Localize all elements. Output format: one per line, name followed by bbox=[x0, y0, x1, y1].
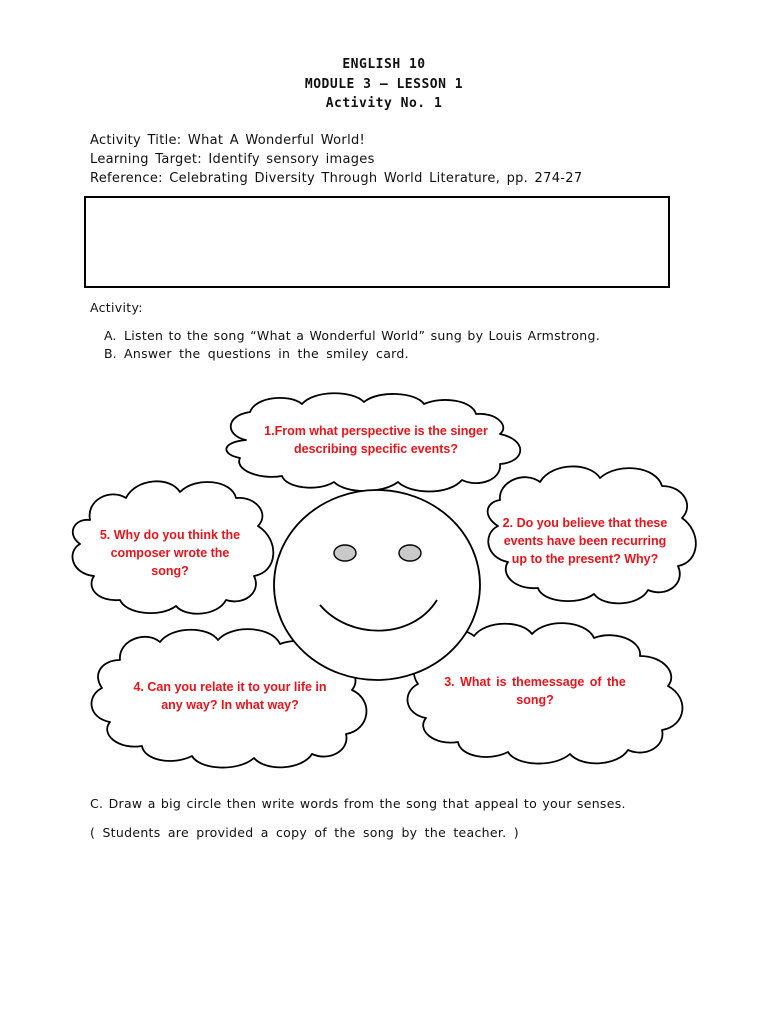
item-a-letter: A. bbox=[104, 328, 117, 343]
face-circle bbox=[274, 490, 480, 680]
question-5: 5. Why do you think the composer wrote the song? bbox=[99, 528, 241, 578]
question-2: 2. Do you believe that these events have been recurring up to the present? Why? bbox=[502, 516, 668, 566]
teacher-note: ( Students are provided a copy of the song by the teacher. ) bbox=[90, 825, 519, 840]
question-4: 4. Can you relate it to your life in any way? In what way? bbox=[133, 680, 327, 712]
course-title: ENGLISH 10 bbox=[342, 57, 426, 72]
learning-target: Learning Target: Identify sensory images bbox=[90, 152, 375, 167]
right-eye bbox=[399, 545, 421, 561]
item-b-letter: B. bbox=[104, 346, 117, 361]
item-b-text: Answer the questions in the smiley card. bbox=[124, 346, 409, 361]
module-lesson-title: MODULE 3 – LESSON 1 bbox=[304, 77, 464, 92]
question-3: 3. What is themessage of the song? bbox=[444, 675, 626, 707]
item-a-text: Listen to the song “What a Wonderful World” sung by Louis Armstrong. bbox=[124, 328, 601, 343]
activity-title: Activity Title: What A Wonderful World! bbox=[90, 133, 366, 148]
question-1: 1.From what perspective is the singer describing specific events? bbox=[264, 424, 488, 456]
reference: Reference: Celebrating Diversity Through World Literature, pp. 274-27 bbox=[90, 171, 583, 186]
activity-heading: Activity: bbox=[90, 300, 143, 315]
smiley-face bbox=[274, 490, 480, 680]
activity-number: Activity No. 1 bbox=[325, 96, 443, 111]
item-c-text: C. Draw a big circle then write words from the song that appeal to your senses. bbox=[90, 796, 626, 811]
left-eye bbox=[334, 545, 356, 561]
